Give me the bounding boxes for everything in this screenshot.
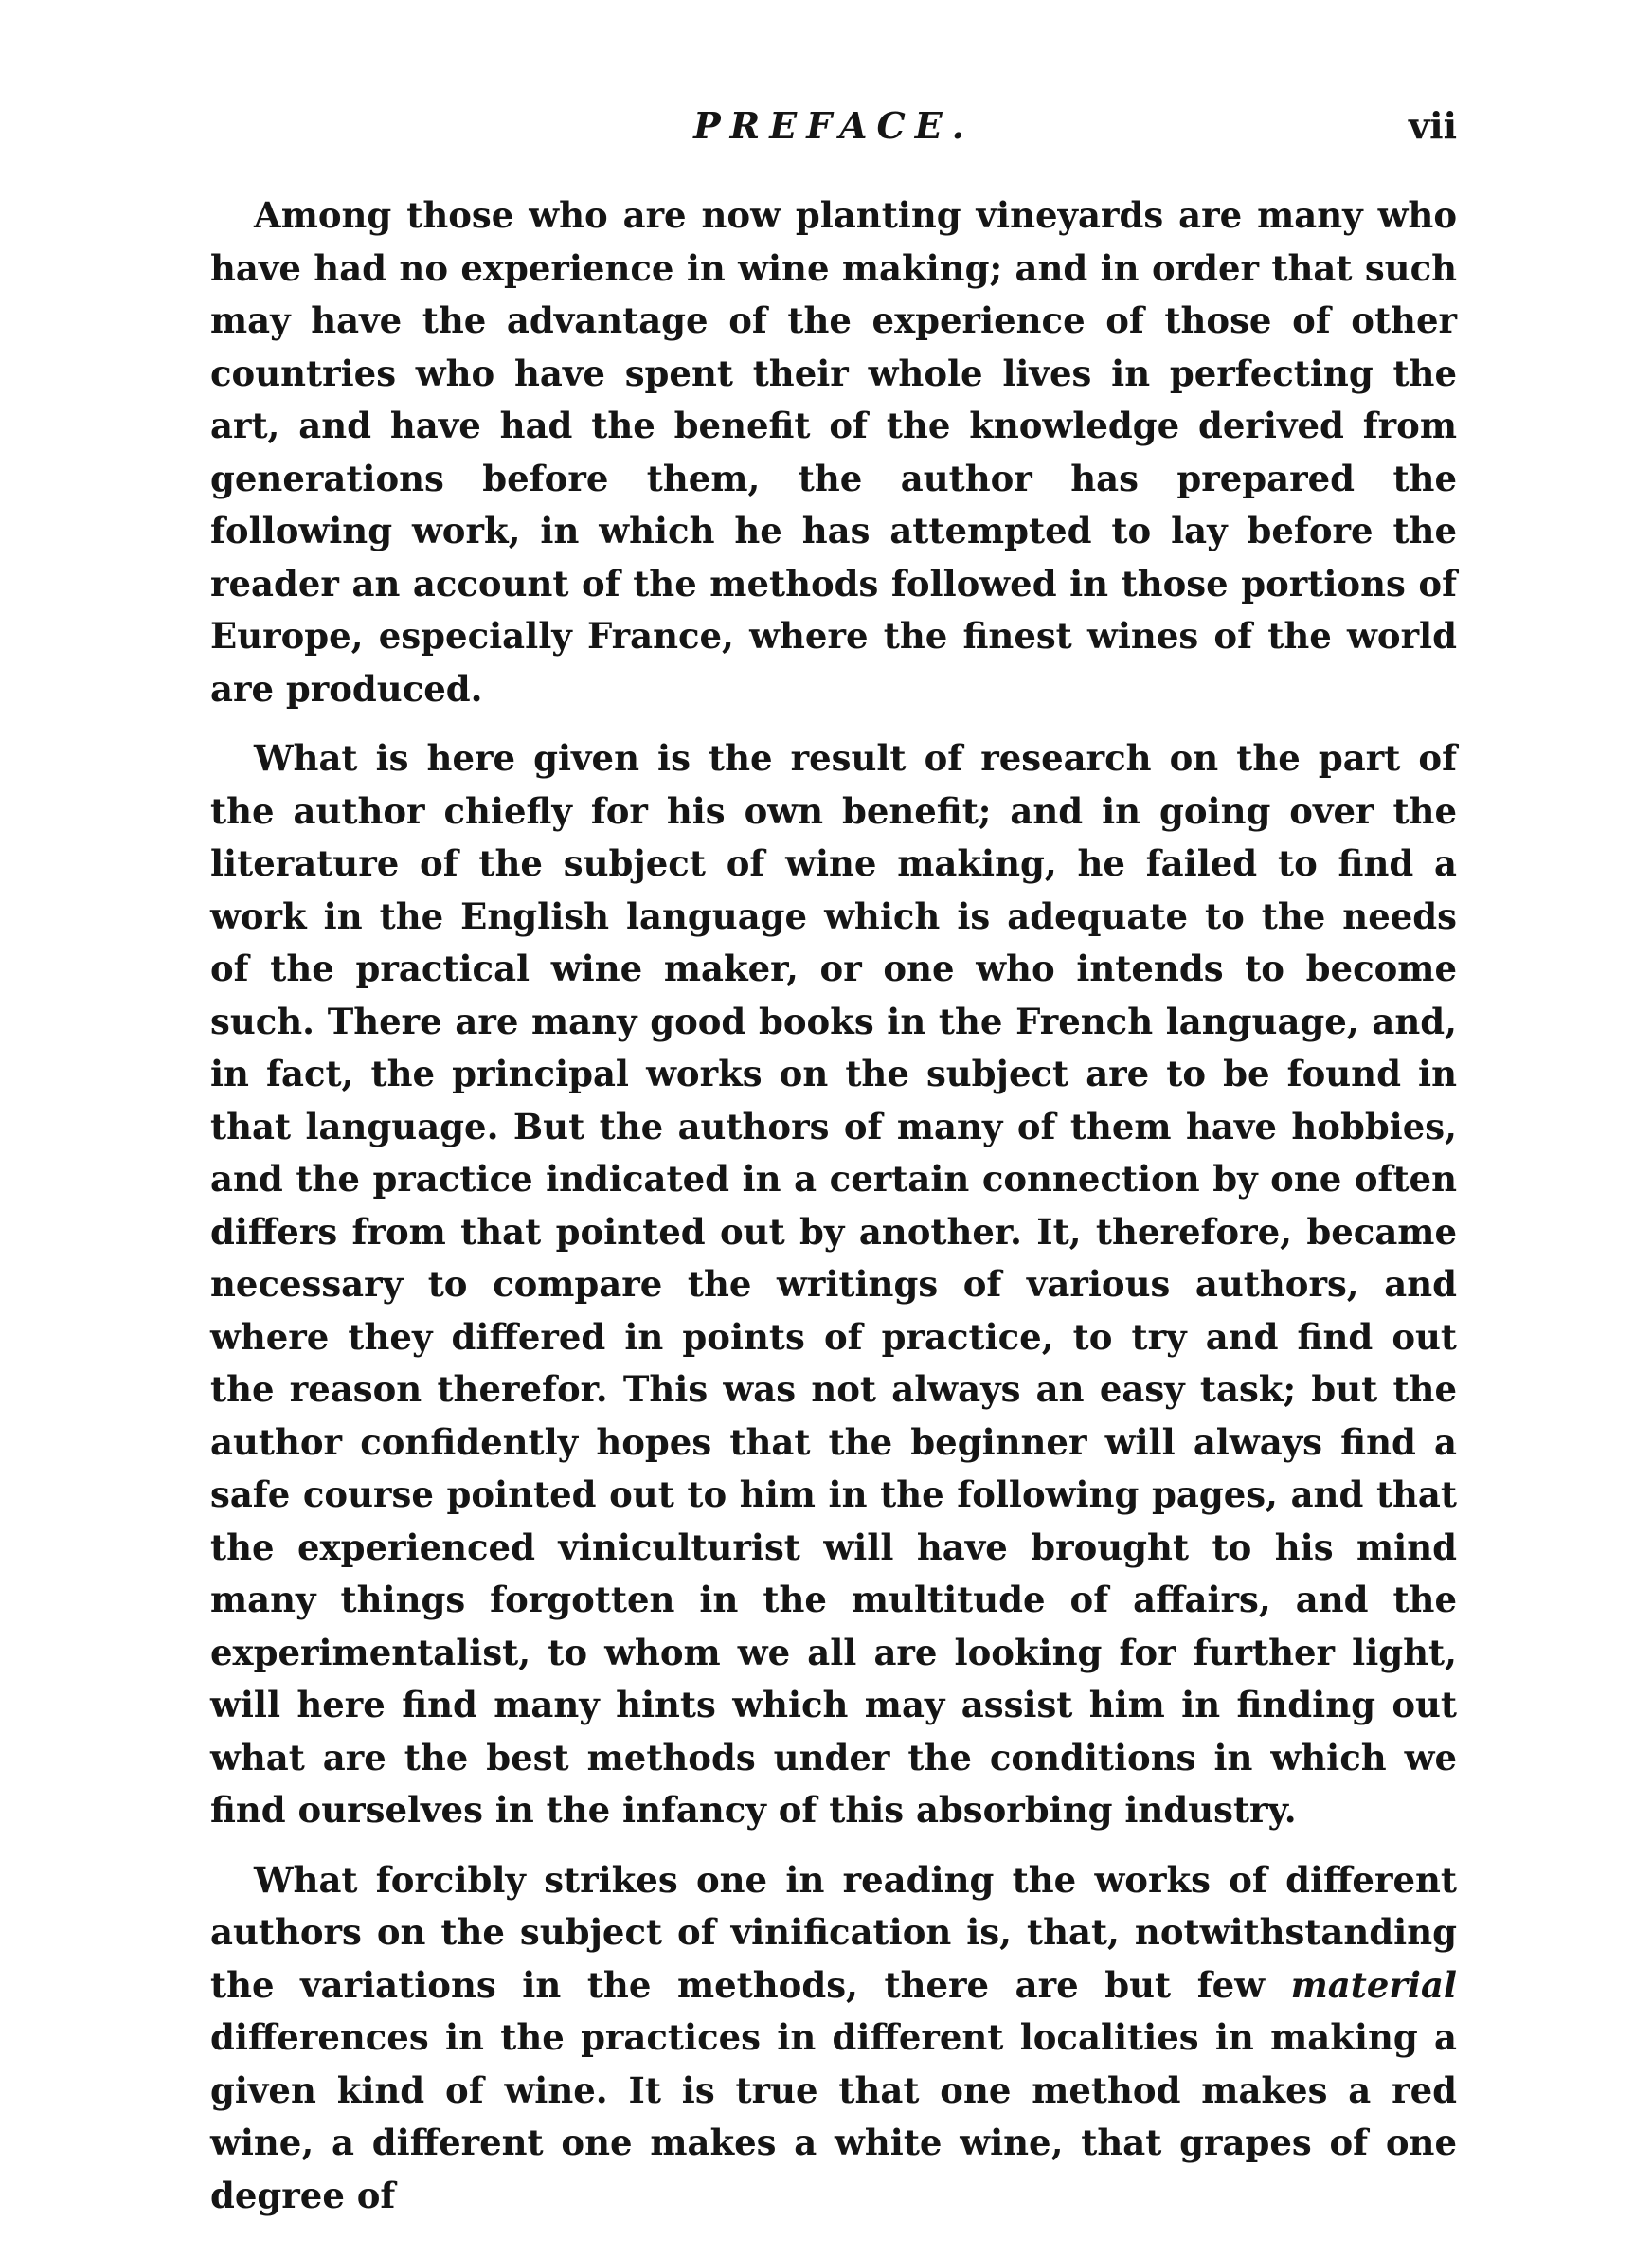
paragraph-3-text-start: What forcibly strikes one in reading the works of different authors on the subject of vinification is, that, notwithstanding the variations in the methods, there are but few [210,1858,1457,2006]
paragraph-3 [210,1854,1457,2223]
paragraph-2: What is here given is the result of research on the part of the author chiefly for his own benefit; and in going over the literature of the subject of wine making, he failed to find a work in the English language which is adequate to the needs of the practical wine maker, or one who intends to become such. There are many good books in the French language, and, in fact, the principal works on the subject are to be found in that language. But the authors of many of them have hobbies, and the practice indicated in a certain connection by one often differs from that pointed out by another. It, therefore, became necessary to compare the writings of various authors, and where they differed in points of practice, to try and find out the reason therefor. This was not always an easy task; but the author confidently hopes that the beginner will always find a safe course pointed out to him in the following pages, and that the experienced viniculturist will have brought to his mind many things forgotten in the multitude of affairs, and the experimentalist, to whom we all are looking for further light, will here find many hints which may assist him in finding out what are the best methods under the conditions in which we find ourselves in the infancy of this absorbing industry. [210,737,1457,1831]
emphasized-word: material [1290,1963,1457,2006]
body-text [210,190,1457,2239]
page-header [210,104,1457,161]
paragraph-1: Among those who are now planting vineyards are many who have had no experience in wine making; and in order that such may have the advantage of the experience of those of other countries who have spent their whole lives in perfecting the art, and have had the benefit of the knowledge derived from generations before them, the author has prepared the following work, in which he has attempted to lay before the reader an account of the methods followed in those portions of Europe, especially France, where the finest wines of the world are produced. [210,194,1457,710]
paragraph-3-text-end: differences in the practices in different localities in making a given kind of wine. It is true that one method makes a red wine, a different one makes a white wine, that grapes of one degree of [210,2016,1457,2216]
page-number: vii [1409,104,1457,147]
running-title: PREFACE. [693,104,974,147]
